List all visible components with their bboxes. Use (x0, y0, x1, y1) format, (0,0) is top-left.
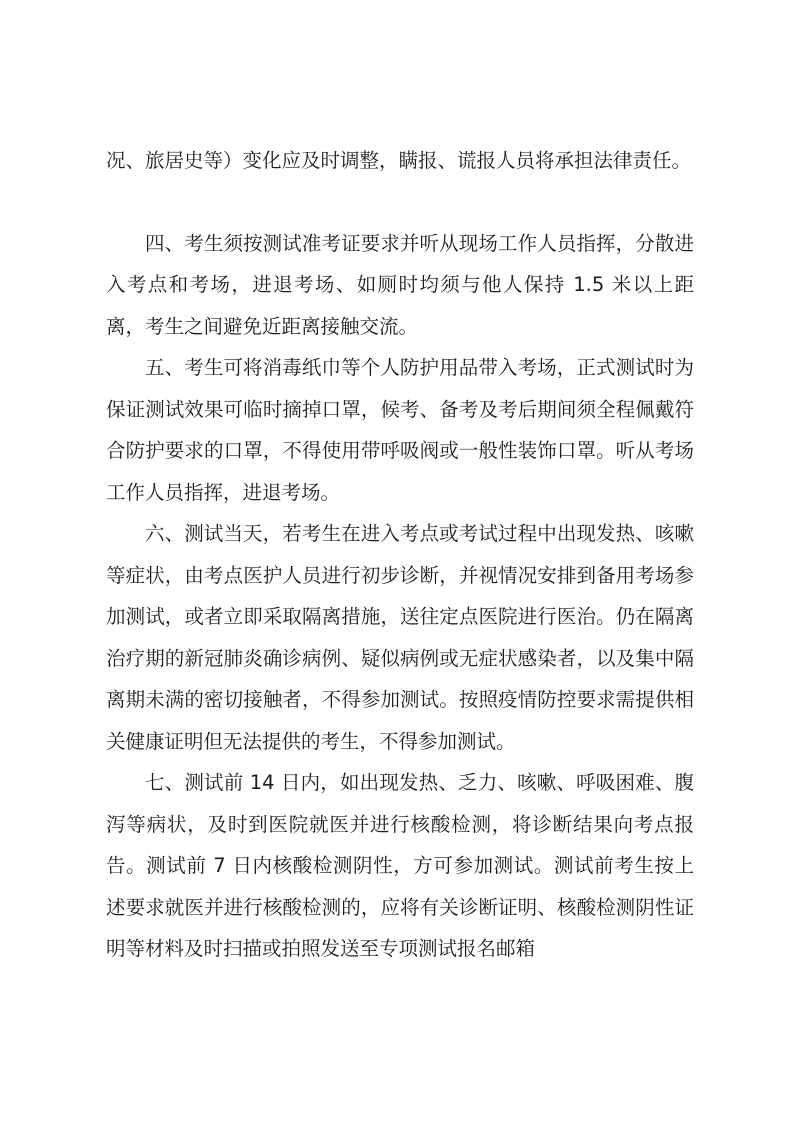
paragraph-item-4: 四、考生须按测试准考证要求并听从现场工作人员指挥，分散进入考点和考场，进退考场、如厕时均须与他人保持 1.5 米以上距离，考生之间避免近距离接触交流。 (106, 231, 694, 338)
paragraph-item-7: 七、测试前 14 日内，如出现发热、乏力、咳嗽、呼吸困难、腹泻等病状，及时到医院就医并进行核酸检测，将诊断结果向考点报告。测试前 7 日内核酸检测阴性，方可参加测试。测试前考生按上述要求就医并进行核酸检测的，应将有关诊断证明、核酸检测阴性证明等材料及时扫描或拍照发送至专项测试报名邮箱 (106, 771, 694, 960)
paragraph-item-6: 六、测试当天，若考生在进入考点或考试过程中出现发热、咳嗽等症状，由考点医护人员进行初步诊断，并视情况安排到备用考场参加测试，或者立即采取隔离措施，送往定点医院进行医治。仍在隔离治疗期的新冠肺炎确诊病例、疑似病例或无症状感染者，以及集中隔离期未满的密切接触者，不得参加测试。按照疫情防控要求需提供相关健康证明但无法提供的考生，不得参加测试。 (106, 522, 694, 753)
document-body (106, 140, 694, 970)
paragraph-item-5: 五、考生可将消毒纸巾等个人防护用品带入考场，正式测试时为保证测试效果可临时摘掉口罩，候考、备考及考后期间须全程佩戴符合防护要求的口罩，不得使用带呼吸阀或一般性装饰口罩。听从考场工作人员指挥，进退考场。 (106, 356, 694, 504)
paragraph-continuation: 况、旅居史等）变化应及时调整，瞒报、谎报人员将承担法律责任。 (106, 149, 692, 172)
